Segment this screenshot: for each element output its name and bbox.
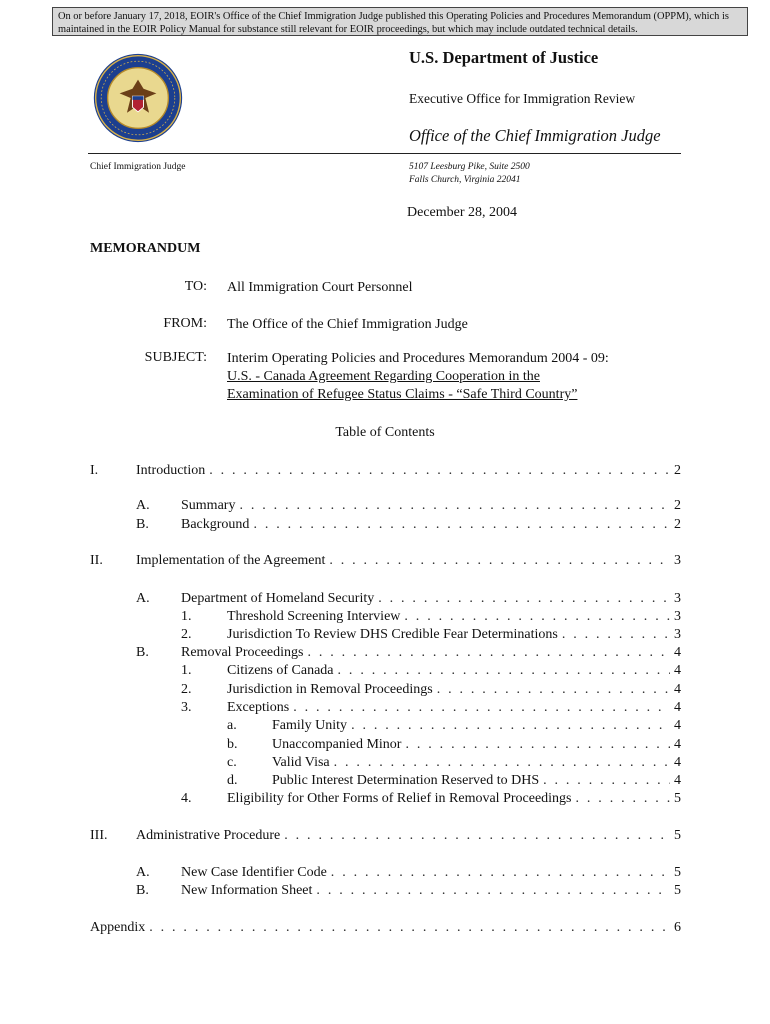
toc-leader-dots: [543, 772, 670, 790]
toc-page-number: 5: [674, 791, 681, 806]
toc-entry[interactable]: [136, 462, 681, 480]
toc-page-number: 3: [674, 627, 681, 642]
left-caption: Chief Immigration Judge: [90, 162, 186, 172]
toc-entry[interactable]: [181, 497, 681, 515]
toc-page-number: 4: [674, 718, 681, 733]
toc-entry-number: A.: [136, 498, 150, 513]
toc-entry[interactable]: [272, 736, 681, 754]
toc-entry-number: 1.: [181, 609, 192, 624]
toc-leader-dots: [253, 516, 670, 534]
toc-page-number: 2: [674, 517, 681, 532]
toc-page-number: 4: [674, 700, 681, 715]
subject-line-1: Interim Operating Policies and Procedures Memorandum 2004 - 09:: [227, 351, 609, 366]
toc-leader-dots: [562, 626, 670, 644]
toc-page-number: 4: [674, 755, 681, 770]
toc-entry-number: 4.: [181, 791, 192, 806]
toc-entry-number: A.: [136, 591, 150, 606]
letterhead-rule: [88, 153, 681, 154]
address-line-2: Falls Church, Virginia 22041: [409, 175, 521, 185]
toc-entry-title: Exceptions: [227, 700, 290, 715]
toc-entry[interactable]: [181, 590, 681, 608]
toc-entry[interactable]: [272, 772, 681, 790]
toc-entry-title: New Case Identifier Code: [181, 865, 327, 880]
toc-page-number: 3: [674, 609, 681, 624]
address-line-1: 5107 Leesburg Pike, Suite 2500: [409, 162, 530, 172]
office-name: Office of the Chief Immigration Judge: [409, 126, 661, 145]
toc-leader-dots: [576, 790, 671, 808]
toc-entry-number: II.: [90, 553, 103, 568]
toc-entry-title: Eligibility for Other Forms of Relief in Removal Proceedings: [227, 791, 572, 806]
toc-page-number: 6: [674, 920, 681, 935]
memo-date: December 28, 2004: [407, 205, 518, 220]
toc-entry-title: Implementation of the Agreement: [136, 553, 326, 568]
toc-entry-title: Appendix: [90, 920, 146, 935]
toc-leader-dots: [378, 590, 670, 608]
toc-entry[interactable]: [227, 699, 681, 717]
toc-entry-number: d.: [227, 773, 238, 788]
toc-entry-title: Background: [181, 517, 250, 532]
toc-page-number: 2: [674, 463, 681, 478]
toc-leader-dots: [405, 736, 670, 754]
toc-page-number: 4: [674, 737, 681, 752]
toc-entry[interactable]: [272, 754, 681, 772]
toc-entry[interactable]: [272, 717, 681, 735]
toc-entry-number: b.: [227, 737, 238, 752]
doj-seal-icon: [92, 52, 184, 144]
toc-entry-number: 2.: [181, 627, 192, 642]
toc-entry[interactable]: [136, 552, 681, 570]
toc-page-number: 3: [674, 591, 681, 606]
toc-leader-dots: [293, 699, 670, 717]
toc-leader-dots: [329, 552, 670, 570]
toc-leader-dots: [334, 754, 670, 772]
to-label: TO:: [184, 279, 207, 294]
toc-entry-title: Jurisdiction in Removal Proceedings: [227, 682, 433, 697]
toc-entry-number: A.: [136, 865, 150, 880]
toc-entry[interactable]: [181, 864, 681, 882]
toc-entry-title: Valid Visa: [272, 755, 330, 770]
subject-line-3: Examination of Refugee Status Claims - “Safe Third Country”: [227, 387, 578, 402]
toc-entry-title: Department of Homeland Security: [181, 591, 375, 606]
toc-page-number: 3: [674, 553, 681, 568]
toc-page-number: 4: [674, 773, 681, 788]
subject-value: [227, 350, 609, 404]
toc-entry[interactable]: [90, 919, 681, 937]
toc-title: Table of Contents: [335, 425, 435, 440]
subject-label: SUBJECT:: [144, 350, 207, 365]
toc-entry-number: B.: [136, 883, 149, 898]
toc-entry[interactable]: [181, 644, 681, 662]
toc-entry[interactable]: [227, 662, 681, 680]
office-address: [409, 161, 530, 187]
toc-entry-number: a.: [227, 718, 237, 733]
toc-leader-dots: [404, 608, 670, 626]
toc-entry[interactable]: [227, 790, 681, 808]
toc-leader-dots: [284, 827, 670, 845]
toc-entry-title: Removal Proceedings: [181, 645, 304, 660]
toc-entry[interactable]: [136, 827, 681, 845]
toc-entry-title: Threshold Screening Interview: [227, 609, 401, 624]
memo-heading: MEMORANDUM: [90, 241, 201, 256]
subject-line-2: U.S. - Canada Agreement Regarding Cooperation in the: [227, 369, 540, 384]
toc-entry-number: B.: [136, 517, 149, 532]
toc-entry-number: 1.: [181, 663, 192, 678]
toc-leader-dots: [209, 462, 670, 480]
toc-page-number: 5: [674, 865, 681, 880]
toc-page-number: 5: [674, 828, 681, 843]
toc-leader-dots: [351, 717, 670, 735]
toc-entry[interactable]: [181, 882, 681, 900]
toc-entry-title: Introduction: [136, 463, 206, 478]
department-name: U.S. Department of Justice: [409, 48, 599, 67]
toc-entry-title: Administrative Procedure: [136, 828, 281, 843]
toc-entry-number: I.: [90, 463, 99, 478]
toc-leader-dots: [338, 662, 670, 680]
toc-page-number: 4: [674, 663, 681, 678]
toc-page-number: 4: [674, 645, 681, 660]
toc-entry[interactable]: [181, 516, 681, 534]
toc-entry-number: c.: [227, 755, 237, 770]
toc-leader-dots: [239, 497, 670, 515]
toc-entry[interactable]: [227, 608, 681, 626]
toc-entry[interactable]: [227, 681, 681, 699]
from-label: FROM:: [163, 316, 207, 331]
toc-entry-title: Family Unity: [272, 718, 348, 733]
toc-leader-dots: [316, 882, 670, 900]
toc-entry-title: Unaccompanied Minor: [272, 737, 402, 752]
toc-entry-title: Citizens of Canada: [227, 663, 334, 678]
toc-entry-title: Public Interest Determination Reserved to DHS: [272, 773, 540, 788]
toc-page-number: 2: [674, 498, 681, 513]
toc-leader-dots: [437, 681, 670, 699]
toc-entry-title: New Information Sheet: [181, 883, 313, 898]
toc-entry-title: Summary: [181, 498, 236, 513]
toc-entry-number: 3.: [181, 700, 192, 715]
agency-name: Executive Office for Immigration Review: [409, 91, 636, 106]
toc-page-number: 5: [674, 883, 681, 898]
toc-page-number: 4: [674, 682, 681, 697]
toc-entry[interactable]: [227, 626, 681, 644]
toc-entry-title: Jurisdiction To Review DHS Credible Fear Determinations: [227, 627, 558, 642]
toc-leader-dots: [149, 919, 670, 937]
toc-leader-dots: [331, 864, 670, 882]
toc-entry-number: B.: [136, 645, 149, 660]
toc-entry-number: 2.: [181, 682, 192, 697]
toc-leader-dots: [307, 644, 670, 662]
policy-notice-banner: On or before January 17, 2018, EOIR's Office of the Chief Immigration Judge published this Operating Policies and Procedures Memorandum (OPPM), which is maintained in the EOIR Policy Manual for substance still relevant for EOIR proceedings, but which may include outdated technical details.: [52, 7, 748, 36]
toc-entry-number: III.: [90, 828, 108, 843]
from-value: The Office of the Chief Immigration Judge: [227, 317, 468, 332]
to-value: All Immigration Court Personnel: [227, 280, 413, 295]
